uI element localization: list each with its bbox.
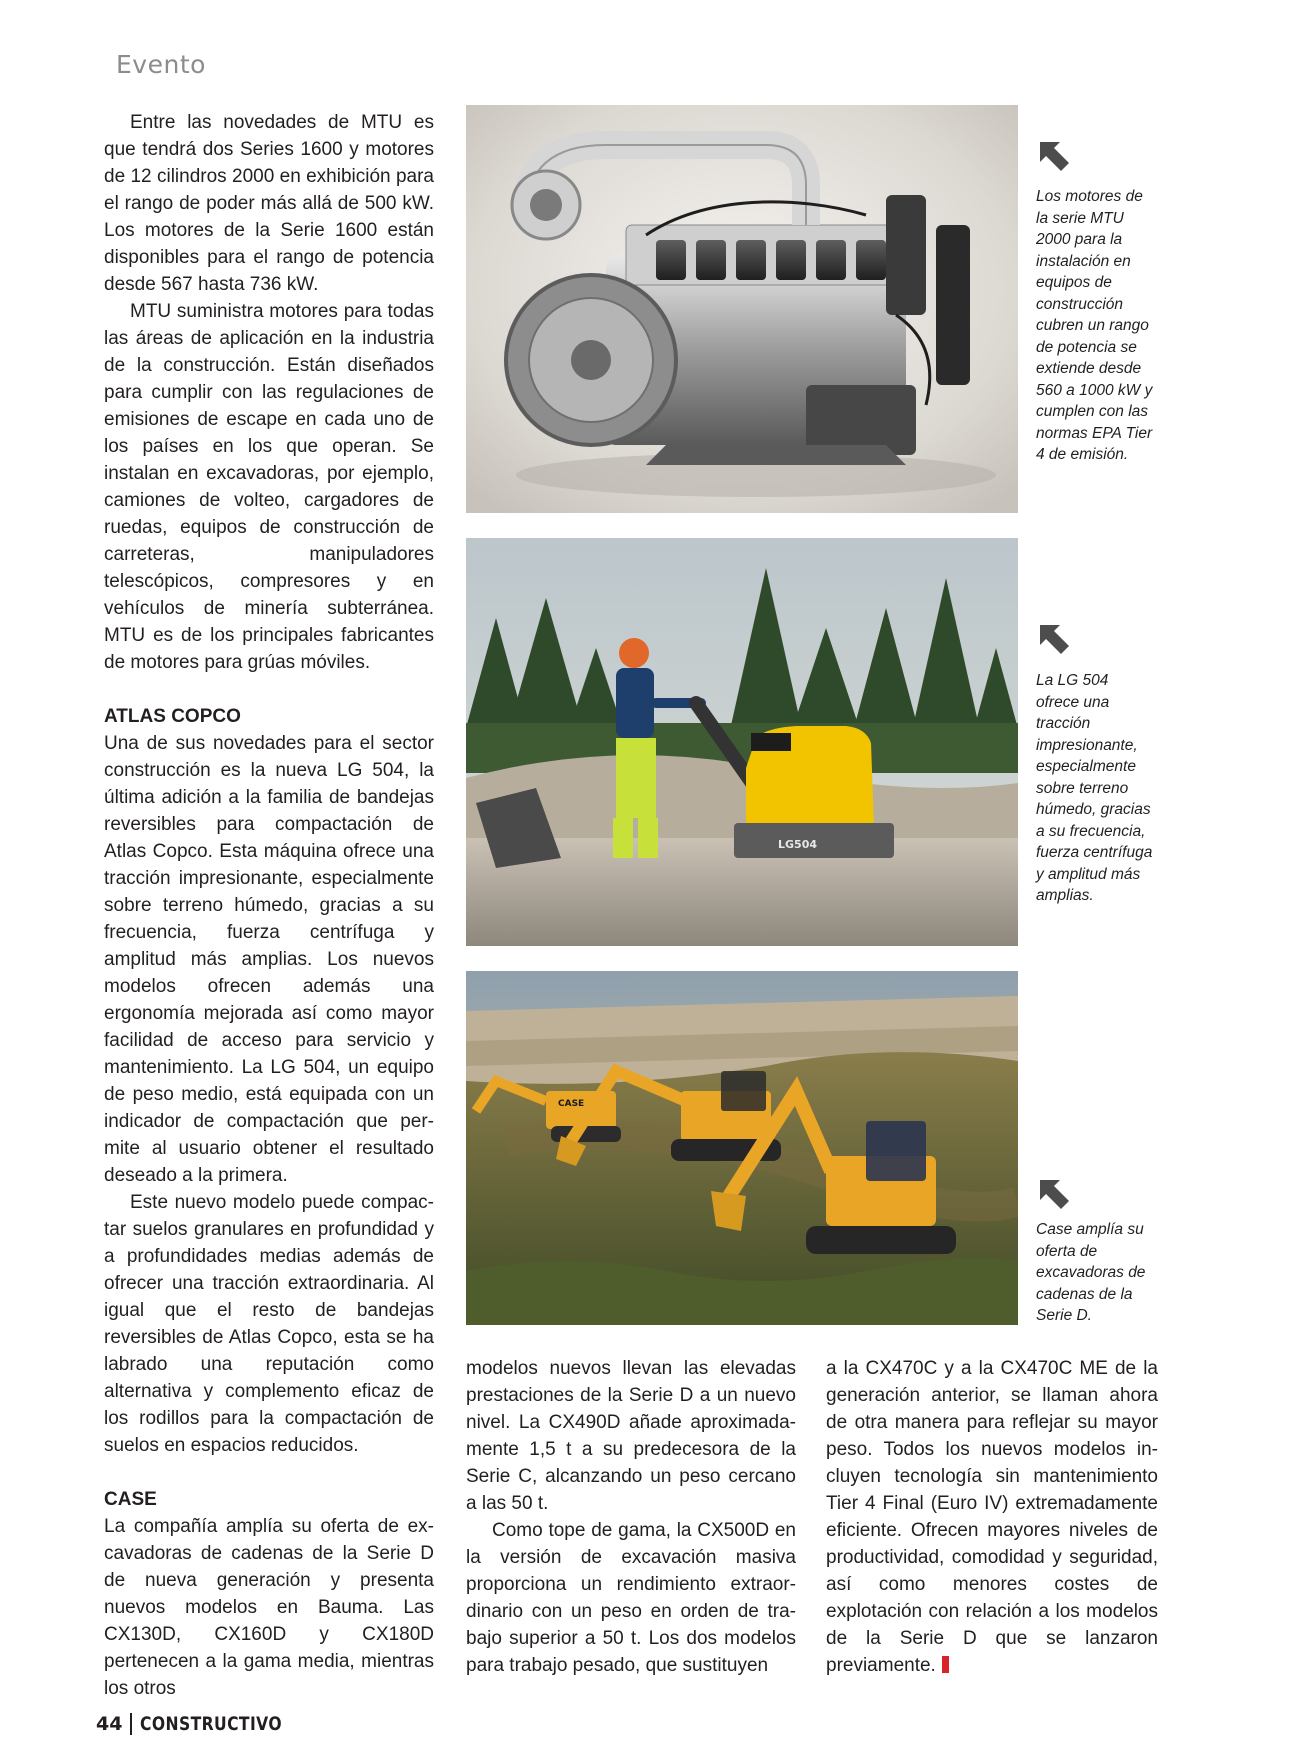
magazine-name: CONSTRUCTIVO [139,1713,282,1735]
paragraph: Una de sus novedades para el sector construcción es la nueva LG 504, la última adición a la familia de bandejas reversibles para compactación de Atlas Copco. Esta máquina ofrece una tracción impresionante, especialmente sobre terreno húmedo, gracias a su frecuencia, fuerza centrífuga y amplitud más amplias. Los nuevos modelos ofrecen además una ergonomía mejorada así como mayor facilidad de acceso para servicio y mantenimiento. La LG 504, un equipo de peso medio, está equipada con un indicador de compactación que permite al usuario obtener el resultado deseado a la primera. [104,733,434,1186]
paragraph-text: modelos nuevos llevan las elevadas prestaciones de la Serie D a un nuevo nivel. La CX490D añade aproximadamente 1,5 t a su predecesora de la Serie C, alcanzando un peso cercano a las 50 t. [466,1358,796,1514]
compactor-model-label: LG504 [778,838,817,851]
paragraph-gap [104,1459,434,1486]
paragraph: MTU suministra motores para todas las áreas de aplicación en la industria de la construcción. Están diseñados para cumplir con las regulaciones de emisiones de escape en cada uno de los países en los que operan. Se instalan en excavadoras, por ejemplo, camiones de volteo, cargadores de ruedas, equipos de construcción de carreteras, manipuladores telescópicos, compresores y en vehículos de minería subterránea. MTU es de los principales fabricantes de motores para grúas móviles. [104,301,434,673]
article-column-right [826,1355,1158,1679]
engine-photo [466,105,1018,513]
paragraph: Este nuevo modelo puede compactar suelos granulares en profundidad y a profundidades medias además de ofrecer una tracción extraordinaria. Al igual que el resto de bandejas reversibles de Atlas Copco, esta se ha labrado una reputación como alternativa y complemento eficaz de los rodillos para la compactación de suelos en espacios reducidos. [104,1192,434,1456]
compactor-caption: La LG 504 ofrece una tracción impresionante, especialmente sobre terreno húmedo, gracias a su frecuencia, fuerza centrífuga y amplitud más amplias. [1036,672,1153,904]
paragraph-text: a la CX470C y a la CX470C ME de la generación anterior, se llaman ahora de otra manera para reflejar su mayor peso. Todos los nuevos modelos incluyen tecnología sin mantenimiento Tier 4 Final (Euro IV) extremadamente eficiente. Ofrecen mayores niveles de productividad, comodidad y seguridad, así como menores costes de explotación con relación a los modelos de la Serie D que se lanzaron previamente. [826,1358,1158,1676]
engine-caption: Los motores de la serie MTU 2000 para la instalación en equipos de construcción cubren un rango de potencia se extiende desde 560 a 1000 kW y cumplen con las normas EPA Tier 4 de emisión. [1036,188,1153,463]
subheading: CASE [104,1489,157,1510]
page-footer [96,1711,313,1737]
caption-arrow-icon [1036,138,1072,174]
article-column-middle [466,1355,796,1679]
caption-arrow-icon [1036,1176,1072,1212]
compactor-photo [466,538,1018,946]
footer-divider [130,1713,132,1735]
paragraph [466,1355,796,1517]
excavators-caption: Case amplía su oferta de excavadoras de cadenas de la Serie D. [1036,1221,1146,1324]
subheading: ATLAS COPCO [104,706,241,727]
paragraph-gap [104,676,434,703]
paragraph [466,1517,796,1679]
paragraph [826,1355,1158,1679]
paragraph-text: Como tope de gama, la CX500D en la versión de excavación masiva proporciona un rendimiento extraordinario con un peso en orden de trabajo superior a 50 t. Los dos modelos para trabajo pesado, que sustituyen [466,1520,796,1676]
excavator-brand-label: CASE [558,1099,585,1109]
article-column-left [104,109,434,1702]
end-of-article-mark [942,1656,949,1673]
paragraph: La compañía amplía su oferta de excavadoras de cadenas de la Serie D de nueva generación y presenta nuevos modelos en Bauma. Las CX130D, CX160D y CX180D pertenecen a la gama media, mientras los otros [104,1516,434,1699]
section-tag: Evento [116,50,206,79]
excavators-photo [466,971,1018,1325]
page-number: 44 [96,1713,123,1735]
paragraph: Entre las novedades de MTU es que tendrá dos Series 1600 y motores de 12 cilindros 2000 en exhibición para el rango de poder más allá de 500 kW. Los motores de la Serie 1600 están disponibles para el rango de potencia desde 567 hasta 736 kW. [104,112,434,295]
caption-arrow-icon [1036,621,1072,657]
